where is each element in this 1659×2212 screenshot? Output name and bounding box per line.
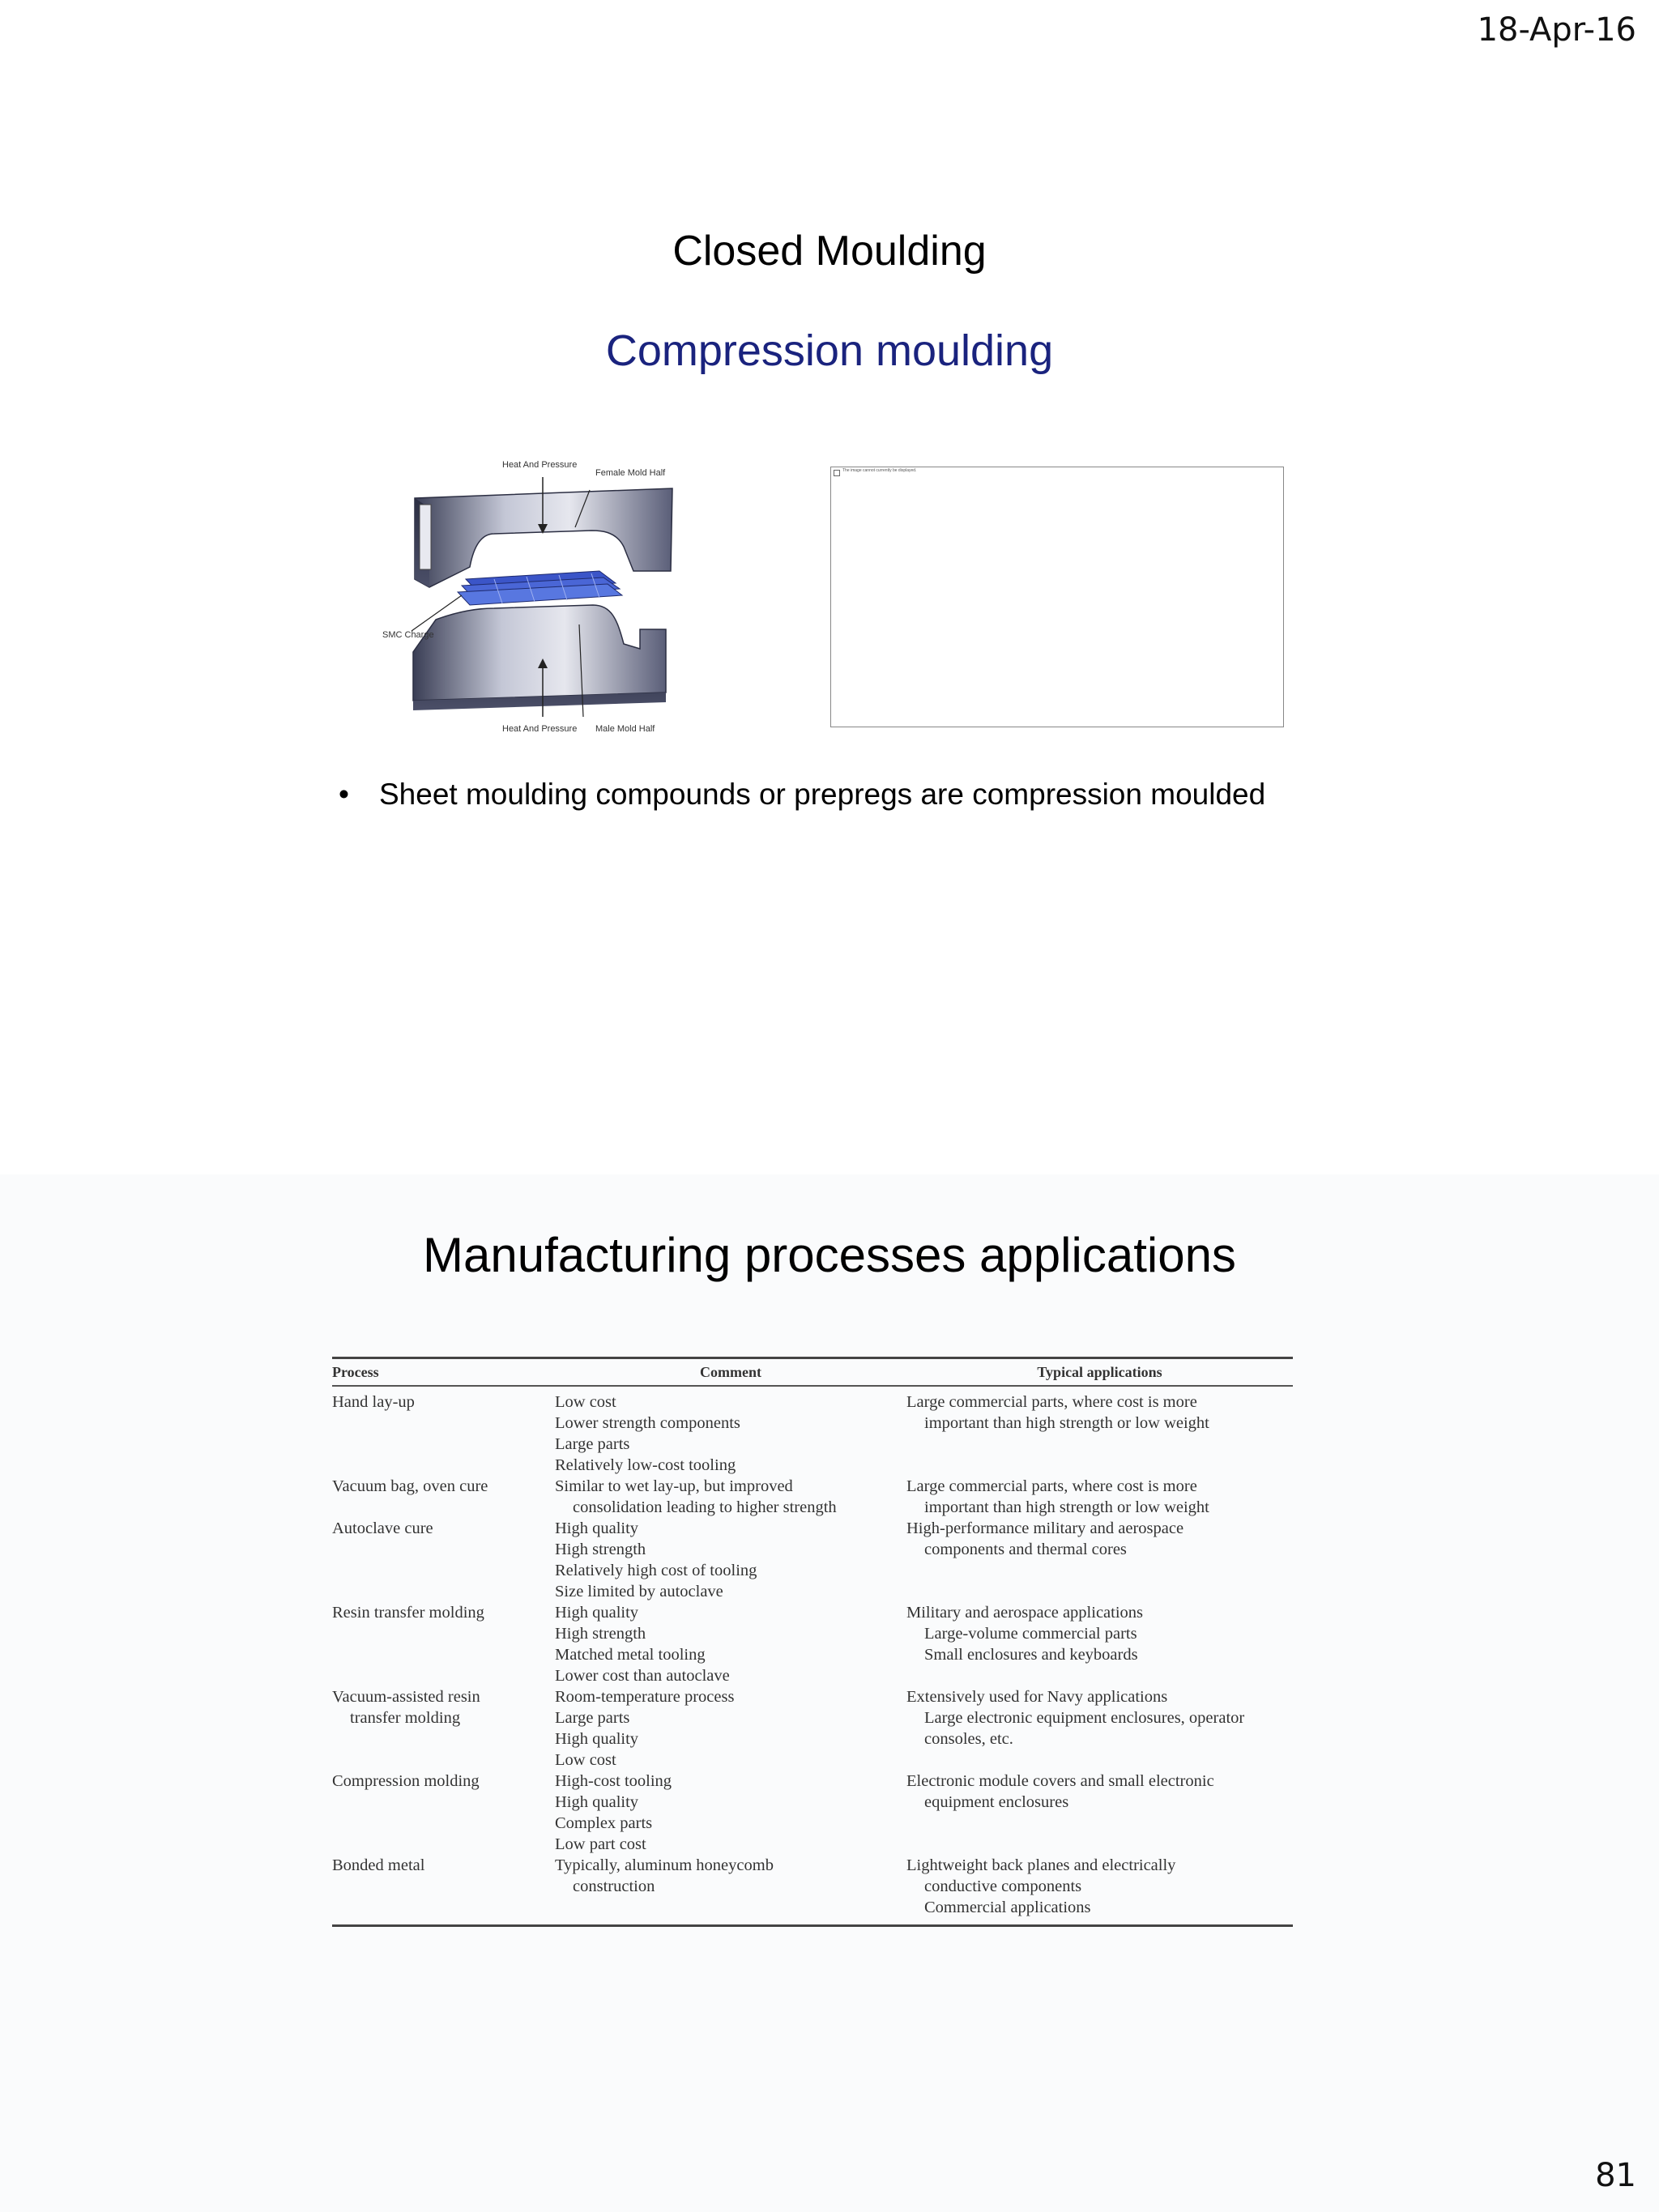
cell-process xyxy=(332,1518,555,1602)
cell-line: Complex parts xyxy=(555,1813,653,1832)
slide-2-title: Manufacturing processes applications xyxy=(423,1228,1236,1282)
bullet-item xyxy=(339,778,1265,812)
label-female-mold: Female Mold Half xyxy=(595,468,666,478)
cell-line: High quality xyxy=(555,1792,639,1811)
cell-line: Large parts xyxy=(555,1708,630,1727)
cell-comment xyxy=(555,1392,906,1476)
cell-line: Compression molding xyxy=(332,1771,480,1790)
cell-line: Lower cost than autoclave xyxy=(555,1666,730,1685)
table-row xyxy=(332,1771,1293,1855)
label-smc-charge: SMC Charge xyxy=(382,630,434,640)
cell-line: Low cost xyxy=(555,1750,616,1769)
cell-line: Small enclosures and keyboards xyxy=(924,1645,1138,1664)
cell-comment xyxy=(555,1476,906,1518)
compression-mould-diagram xyxy=(381,450,689,749)
cell-line: High-performance military and aerospace xyxy=(906,1519,1184,1537)
cell-line: Large parts xyxy=(555,1434,630,1453)
broken-image-icon xyxy=(834,470,840,476)
cell-applications xyxy=(906,1855,1293,1918)
image-placeholder xyxy=(830,467,1284,727)
cell-applications xyxy=(906,1518,1293,1602)
header-process: Process xyxy=(332,1363,379,1380)
cell-comment xyxy=(555,1855,906,1918)
cell-line: High quality xyxy=(555,1729,639,1748)
page-date: 18-Apr-16 xyxy=(1477,11,1636,49)
female-mold-shape xyxy=(415,488,672,587)
cell-line: consoles, etc. xyxy=(924,1729,1013,1748)
cell-line: Similar to wet lay-up, but improved xyxy=(555,1477,793,1495)
table-row xyxy=(332,1518,1293,1602)
cell-line: important than high strength or low weight xyxy=(924,1498,1209,1516)
cell-line: Vacuum bag, oven cure xyxy=(332,1477,488,1495)
cell-line: Autoclave cure xyxy=(332,1519,433,1537)
table-row xyxy=(332,1855,1293,1918)
cell-line: consolidation leading to higher strength xyxy=(573,1498,837,1516)
cell-line: important than high strength or low weight xyxy=(924,1413,1209,1432)
cell-line: Large commercial parts, where cost is more xyxy=(906,1392,1197,1411)
process-table xyxy=(332,1357,1293,1927)
cell-line: High-cost tooling xyxy=(555,1771,672,1790)
cell-line: Large electronic equipment enclosures, operator xyxy=(924,1708,1245,1727)
cell-line: Lightweight back planes and electrically xyxy=(906,1856,1176,1874)
cell-process xyxy=(332,1771,555,1855)
cell-line: Bonded metal xyxy=(332,1856,425,1874)
cell-applications xyxy=(906,1771,1293,1855)
cell-line: Vacuum-assisted resin xyxy=(332,1687,480,1706)
cell-line: Military and aerospace applications xyxy=(906,1603,1144,1622)
cell-applications xyxy=(906,1476,1293,1518)
cell-line: Size limited by autoclave xyxy=(555,1582,723,1600)
cell-line: Lower strength components xyxy=(555,1413,740,1432)
cell-process xyxy=(332,1476,555,1518)
table-header xyxy=(332,1359,1293,1385)
table-row xyxy=(332,1476,1293,1518)
cell-line: Low cost xyxy=(555,1392,616,1411)
cell-line: Relatively low-cost tooling xyxy=(555,1455,736,1474)
table-bottom-rule xyxy=(332,1924,1293,1927)
label-male-mold: Male Mold Half xyxy=(595,724,655,734)
cell-line: Commercial applications xyxy=(924,1898,1091,1916)
cell-applications xyxy=(906,1602,1293,1686)
cell-line: Low part cost xyxy=(555,1835,646,1853)
table-row xyxy=(332,1392,1293,1476)
cell-line: Large commercial parts, where cost is more xyxy=(906,1477,1197,1495)
header-applications: Typical applications xyxy=(1037,1363,1162,1380)
slide-2 xyxy=(0,1174,1659,2212)
cell-process xyxy=(332,1686,555,1771)
page-number: 81 xyxy=(1595,2157,1636,2194)
cell-line: High strength xyxy=(555,1540,646,1558)
cell-comment xyxy=(555,1686,906,1771)
slide-title: Closed Moulding xyxy=(672,228,987,275)
cell-line: Extensively used for Navy applications xyxy=(906,1687,1168,1706)
label-top-pressure: Heat And Pressure xyxy=(502,460,578,470)
cell-line: High quality xyxy=(555,1603,639,1622)
bullet-icon: • xyxy=(339,778,349,811)
cell-line: High quality xyxy=(555,1519,639,1537)
cell-line: Electronic module covers and small electronic xyxy=(906,1771,1214,1790)
cell-applications xyxy=(906,1392,1293,1476)
cell-comment xyxy=(555,1518,906,1602)
cell-line: construction xyxy=(573,1877,655,1895)
cell-line: Resin transfer molding xyxy=(332,1603,484,1622)
cell-applications xyxy=(906,1686,1293,1771)
table-row xyxy=(332,1686,1293,1771)
cell-process xyxy=(332,1392,555,1476)
label-bottom-pressure: Heat And Pressure xyxy=(502,724,578,734)
cell-process xyxy=(332,1855,555,1918)
cell-line: Large-volume commercial parts xyxy=(924,1624,1137,1643)
smc-charge-shape xyxy=(458,571,622,605)
bullet-text: Sheet moulding compounds or prepregs are compression moulded xyxy=(379,778,1266,811)
cell-line: Hand lay-up xyxy=(332,1392,415,1411)
male-mold-shape xyxy=(413,605,666,701)
cell-process xyxy=(332,1602,555,1686)
cell-comment xyxy=(555,1602,906,1686)
slide-subtitle: Compression moulding xyxy=(605,326,1054,375)
cell-line: components and thermal cores xyxy=(924,1540,1127,1558)
cell-line: Room-temperature process xyxy=(555,1687,735,1706)
cell-line: equipment enclosures xyxy=(924,1792,1069,1811)
placeholder-text: The image cannot currently be displayed. xyxy=(842,468,917,473)
cell-line: Matched metal tooling xyxy=(555,1645,706,1664)
cell-line: Typically, aluminum honeycomb xyxy=(555,1856,774,1874)
table-row xyxy=(332,1602,1293,1686)
cell-line: High strength xyxy=(555,1624,646,1643)
cell-line: transfer molding xyxy=(350,1708,461,1727)
cell-line: Relatively high cost of tooling xyxy=(555,1561,757,1579)
table-body xyxy=(332,1387,1293,1924)
cell-line: conductive components xyxy=(924,1877,1082,1895)
cell-comment xyxy=(555,1771,906,1855)
header-comment: Comment xyxy=(700,1363,761,1380)
